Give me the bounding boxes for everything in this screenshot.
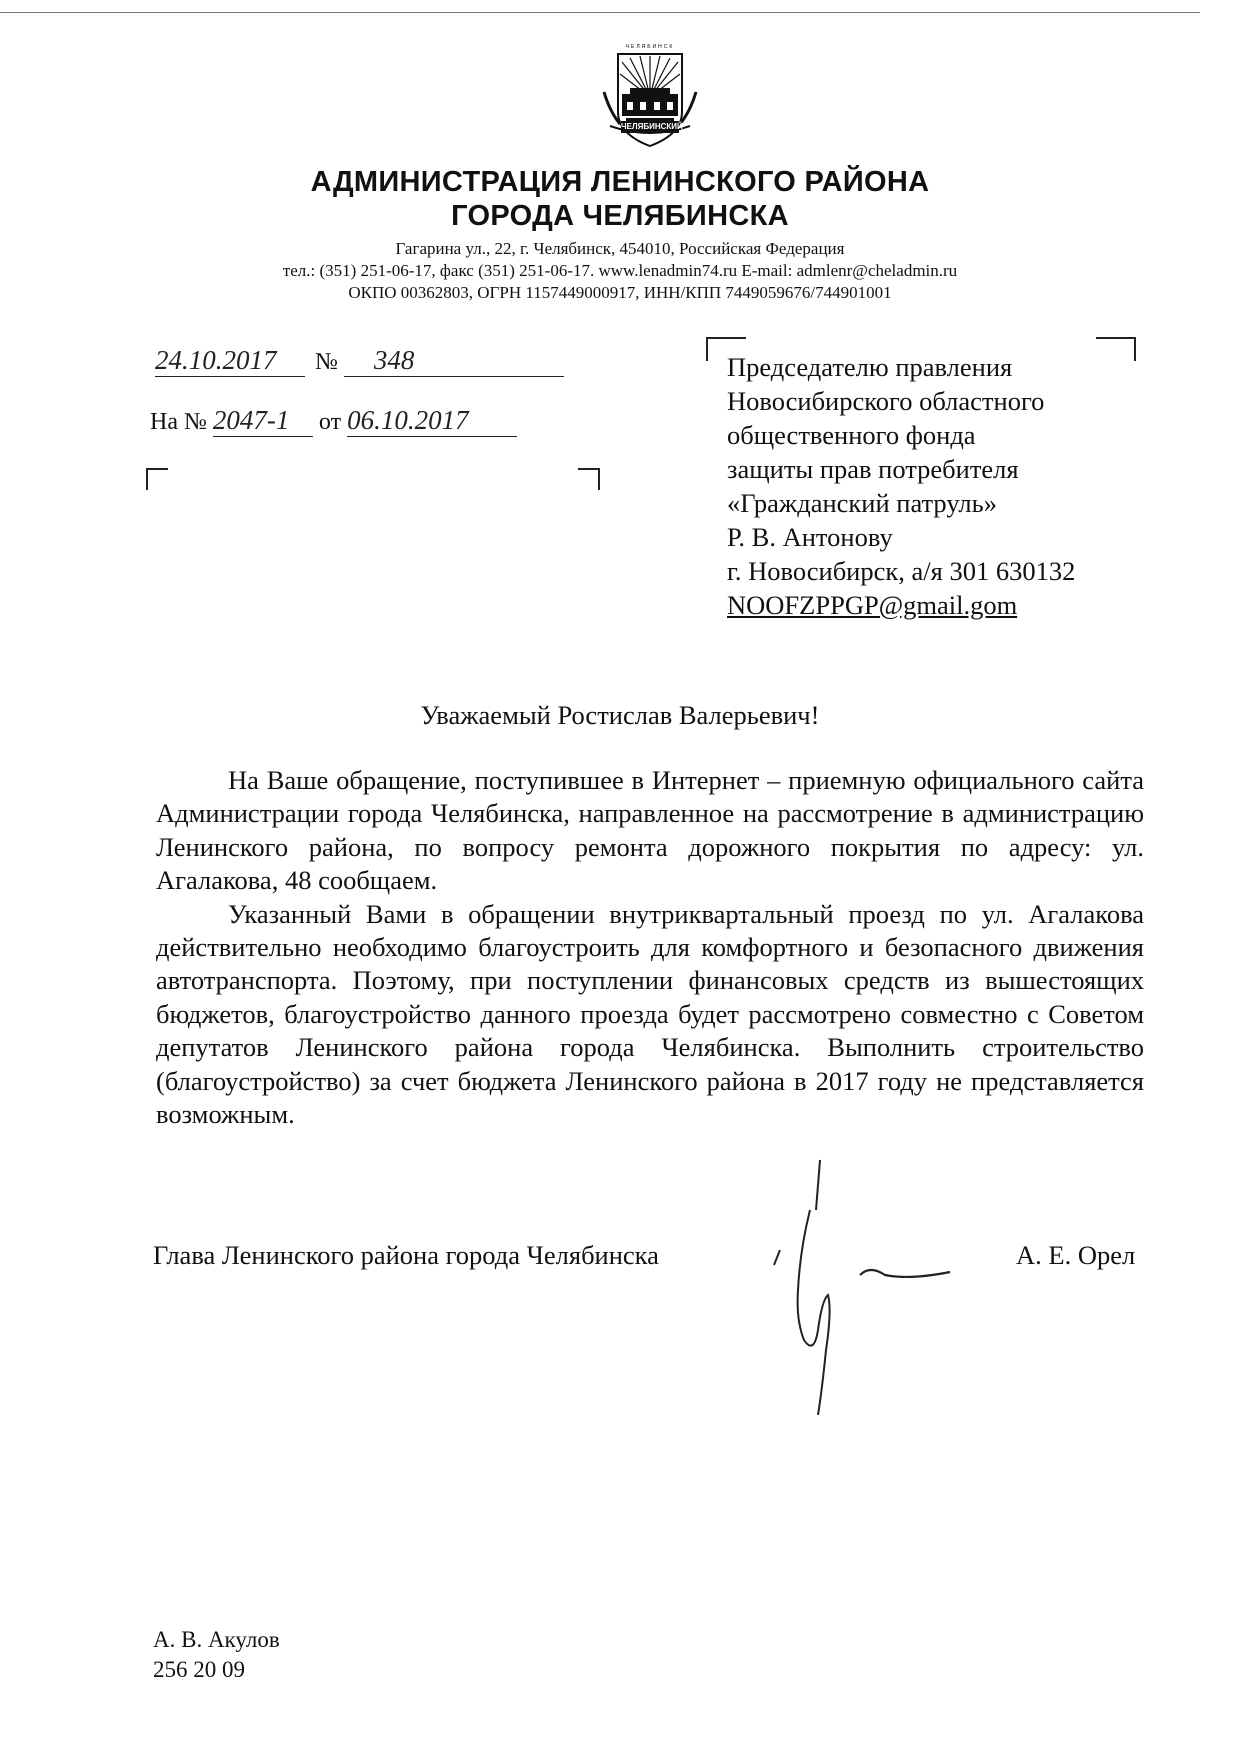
reference-label: На №: [150, 409, 207, 435]
outgoing-date: 24.10.2017: [155, 345, 305, 377]
org-registry-codes: ОКПО 00362803, ОГРН 1157449000917, ИНН/КПП 7449059676/744901001: [348, 283, 892, 302]
addressee-block: [727, 350, 1075, 622]
addressee-line: «Гражданский патруль»: [727, 488, 997, 518]
executor-block: [153, 1625, 280, 1685]
handwritten-signature: [770, 1150, 960, 1420]
outgoing-number: 348: [344, 345, 564, 377]
left-corner-mark: [146, 468, 168, 490]
scan-top-edge: [0, 12, 1200, 13]
number-label: №: [315, 349, 338, 375]
addressee-line: Председателю правления: [727, 352, 1013, 382]
reference-number: 2047-1: [213, 405, 313, 437]
org-contacts: тел.: (351) 251-06-17, факс (351) 251-06-17. www.lenadmin74.ru E-mail: admlenr@cheladmin.ru: [282, 261, 958, 280]
svg-text:ЧЕЛЯБИНСК: ЧЕЛЯБИНСК: [625, 44, 675, 50]
executor-name: А. В. Акулов: [153, 1627, 280, 1652]
coat-of-arms-emblem: [600, 42, 700, 154]
reference-date: 06.10.2017: [347, 405, 517, 437]
body-paragraph: На Ваше обращение, поступившее в Интернет – приемную официального сайта Администрации города Челябинска, направленное на рассмотрение в администрацию Ленинского района, по вопросу ремонта дорожного покрытия по адресу: ул. Агалакова, 48 сообщаем.: [156, 765, 1144, 896]
signatory-title: Глава Ленинского района города Челябинска: [153, 1240, 659, 1270]
registration-line: [155, 345, 564, 377]
emblem-ribbon-text: ЧЕЛЯБИНСКИЙ: [621, 122, 683, 131]
from-label: от: [318, 409, 342, 435]
right-corner-mark: [578, 468, 600, 490]
reference-line: [150, 405, 517, 437]
org-name-line1: АДМИНИСТРАЦИЯ ЛЕНИНСКОГО РАЙОНА: [310, 166, 930, 198]
addressee-line: г. Новосибирск, а/я 301 630132: [727, 556, 1076, 586]
addressee-line: защиты прав потребителя: [727, 454, 1019, 484]
org-address: Гагарина ул., 22, г. Челябинск, 454010, Российская Федерация: [395, 239, 845, 258]
org-name-line2: ГОРОДА ЧЕЛЯБИНСКА: [451, 200, 789, 232]
addressee-email: NOOFZPPGP@gmail.gom: [727, 590, 1018, 620]
salutation: Уважаемый Ростислав Валерьевич!: [420, 700, 820, 730]
signatory-name: А. Е. Орел: [1016, 1240, 1136, 1270]
addressee-line: общественного фонда: [727, 420, 976, 450]
body-paragraph: Указанный Вами в обращении внутриквартальный проезд по ул. Агалакова действительно необходимо благоустроить для комфортного и безопасного движения автотранспорта. Поэтому, при поступлении финансовых средств из вышестоящих бюджетов, благоустройство данного проезда будет рассмотрено совместно с Советом депутатов Ленинского района города Челябинска. Выполнить строительство (благоустройство) за счет бюджета Ленинского района в 2017 году не представляется возможным.: [156, 898, 1144, 1130]
letter-body: [156, 764, 1144, 1131]
addressee-line: Р. В. Антонову: [727, 522, 893, 552]
addressee-line: Новосибирского областного: [727, 386, 1045, 416]
executor-phone: 256 20 09: [153, 1657, 245, 1682]
address-right-corner-mark: [1096, 337, 1136, 361]
